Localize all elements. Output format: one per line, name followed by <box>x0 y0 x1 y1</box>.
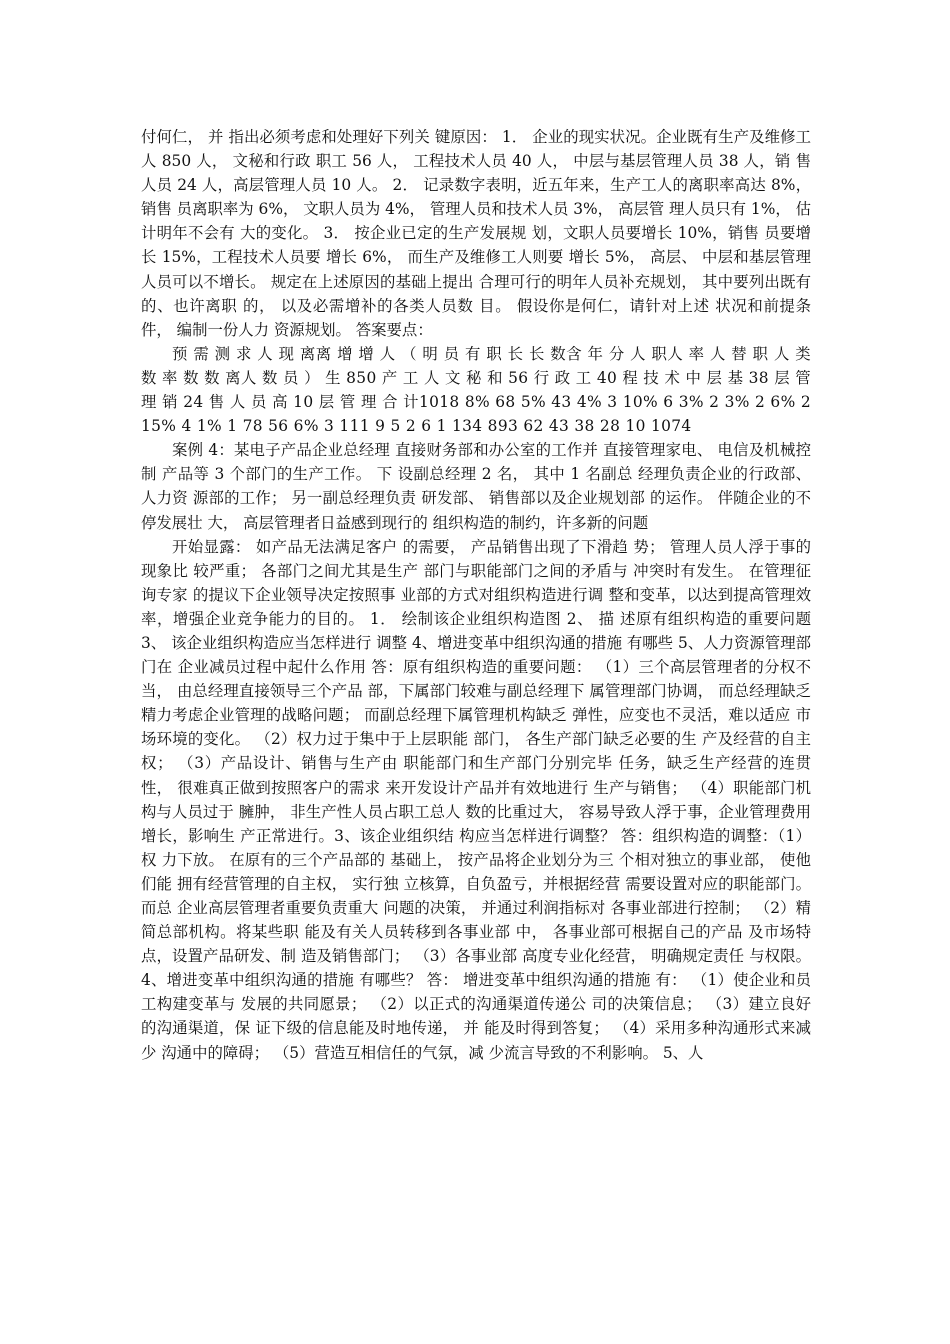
document-body <box>141 125 811 1065</box>
answer-table-flattened-text: 预 需 测 求 人 现 离离 增 增 人 （ 明 员 有 职 长 长 数含 年 分 人 职人 率 人 替 职 人 类 数 率 数 数 离人 数 员 ） 生 850 产 工 人 文 秘 和 56 行 政 工 40 程 技 术 中 层 基 38 层 管 理 销 24 售 人 员 高 10 层 管 理 合 计1018 8% 68 5% 43 4% 3 10% 6 3% 2 3% 2 6% 2 15% 4 1% 1 78 56 6% 3 111 9 5 2 6 1 134 893 62 43 38 28 10 1074 <box>141 344 811 436</box>
case3-question-paragraph: 付何仁， 并 指出必须考虑和处理好下列关 键原因： 1． 企业的现实状况。企业既有生产及维修工人 850 人， 文秘和行政 职工 56 人， 工程技术人员 40 人， 中层与基层管理人员 38 人，销 售人员 24 人，高层管理人员 10 人。 2． 记录数字表明，近五年来，生产工人的离职率高达 8%， 销售 员离职率为 6%， 文职人员为 4%， 管理人员和技术人员 3%， 高层管 理人员只有 1%， 估计明年不会有 大的变化。 3． 按企业已定的生产发展规 划，文职人员要增长 10%，销售 员要增长 15%，工程技术人员要 增长 6%， 而生产及维修工人则要 增长 5%， 高层、 中层和基层管理 人员可以不增长。 规定在上述原因的基础上提出 合理可行的明年人员补充规划， 其中要列出既有的、也许离职 的， 以及必需增补的各类人员数 目。 假设你是何仁，请针对上述 状况和前提条件， 编制一份人力 资源规划。 答案要点： <box>141 128 811 339</box>
case4-answer-paragraph: 开始显露： 如产品无法满足客户 的需要， 产品销售出现了下滑趋 势； 管理人员人浮于事的现象比 较严重； 各部门之间尤其是生产 部门与职能部门之间的矛盾与 冲突时有发生。 在管理征询专家 的提议下企业领导决定按照事 业部的方式对组织构造进行调 整和变革，以达到提高管理效 率，增强企业竞争能力的目的。 1． 绘制该企业组织构造图 2、 描 述原有组织构造的重要问题 3、 该企业组织构造应当怎样进行 调整 4、增进变革中组织沟通的措施 有哪些 5、人力资源管理部门在 企业减员过程中起什么作用 答：原有组织构造的重要问题： （1）三个高层管理者的分权不 当， 由总经理直接领导三个产品 部，下属部门较难与副总经理下 属管理部门协调， 而总经理缺乏 精力考虑企业管理的战略问题； 而副总经理下属管理机构缺乏 弹性，应变也不灵活，难以适应 市场环境的变化。 （2）权力过于集中于上层职能 部门， 各生产部门缺乏必要的生 产及经营的自主权； （3）产品设计、销售与生产由 职能部门和生产部门分别完毕 任务，缺乏生产经营的连贯性， 很难真正做到按照客户的需求 来开发设计产品并有效地进行 生产与销售； （4）职能部门机构与人员过于 臃肿， 非生产性人员占职工总人 数的比重过大， 容易导致人浮于事，企业管理费用增长，影响生 产正常进行。3、该企业组织结 构应当怎样进行调整？ 答：组织构造的调整：（1）权 力下放。 在原有的三个产品部的 基础上， 按产品将企业划分为三 个相对独立的事业部， 使他们能 拥有经营管理的自主权， 实行独 立核算，自负盈亏，并根据经营 需要设置对应的职能部门。 而总 企业高层管理者重要负责重大 问题的决策， 并通过利润指标对 各事业部进行控制； （2）精简总部机构。将某些职 能及有关人员转移到各事业部 中， 各事业部可根据自己的产品 及市场特点，设置产品研发、制 造及销售部门； （3）各事业部 高度专业化经营， 明确规定责任 与权限。 4、增进变革中组织沟通的措施 有哪些？ 答： 增进变革中组织沟通的措施 有： （1）使企业和员工构建变革与 发展的共同愿景； （2）以正式的沟通渠道传递公 司的决策信息； （3）建立良好的沟通渠道，保 证下级的信息能及时地传递， 并 能及时得到答复； （4）采用多种沟通形式来减少 沟通中的障碍； （5）营造互相信任的气氛，减 少流言导致的不利影响。 5、人 <box>141 537 811 1062</box>
case4-intro-paragraph: 案例 4：某电子产品企业总经理 直接财务部和办公室的工作并 直接管理家电、 电信及机械控制 产品等 3 个部门的生产工作。 下 设副总经理 2 名， 其中 1 名副总 经理负责企业的行政部、 人力资 源部的工作； 另一副总经理负责 研发部、 销售部以及企业规划部 的运作。 伴随企业的不停发展壮 大， 高层管理者日益感到现行的 组织构造的制约，许多新的问题 <box>141 441 811 532</box>
